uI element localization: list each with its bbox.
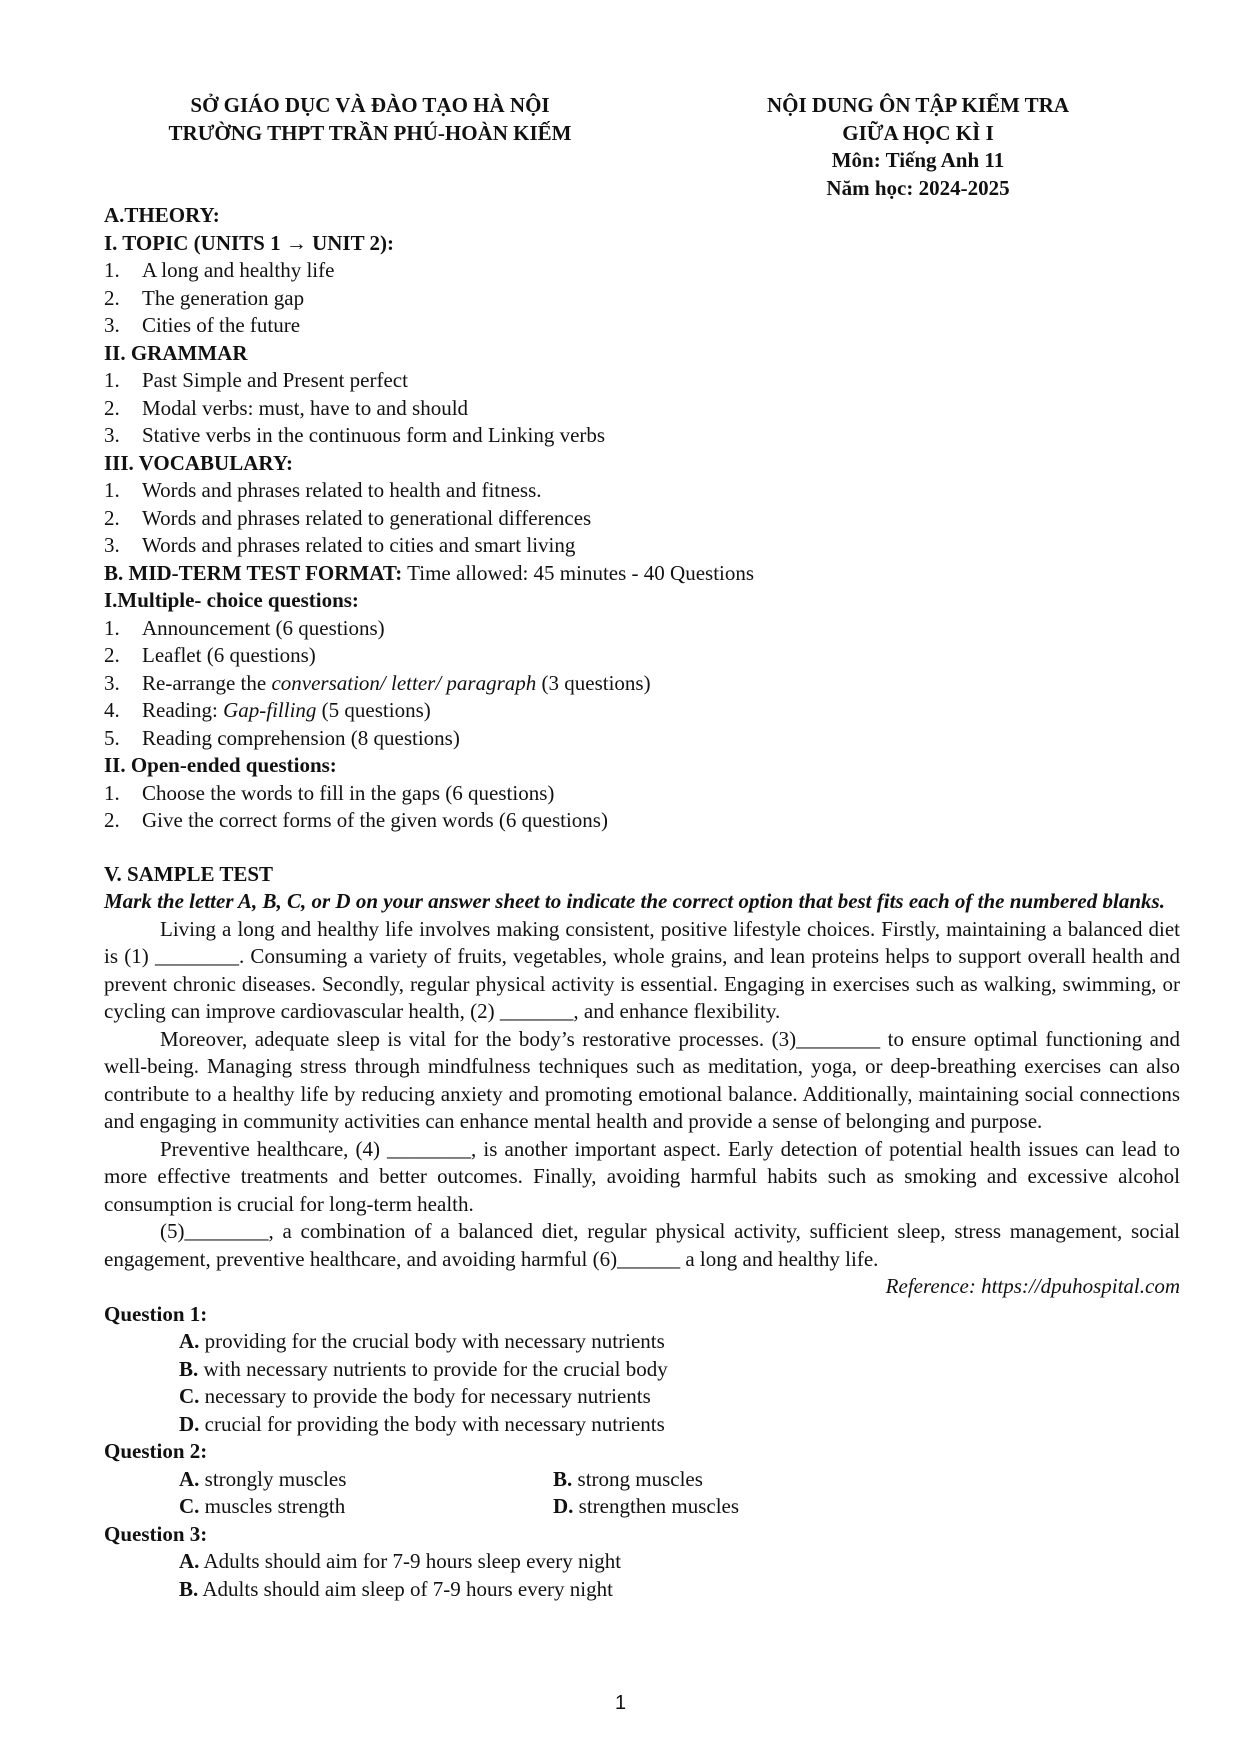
theory-title: A.THEORY: [104, 203, 220, 227]
grammar-list [104, 367, 1180, 450]
topic-heading: I. TOPIC (UNITS 1 → UNIT 2): [104, 230, 394, 255]
question-3-option-a: A. Adults should aim for 7-9 hours sleep every night [179, 1549, 622, 1573]
question-2-options-row [104, 1466, 1180, 1494]
question-2-title: Question 2: [104, 1439, 208, 1463]
open-ended-heading: II. Open-ended questions: [104, 753, 337, 777]
vocabulary-list [104, 477, 1180, 560]
sample-test-heading: V. SAMPLE TEST [104, 861, 274, 886]
list-item: 1. Past Simple and Present perfect [104, 368, 408, 392]
list-item: 2. Leaflet (6 questions) [104, 643, 316, 667]
question-1-title: Question 1: [104, 1301, 208, 1326]
open-ended-list [104, 780, 1180, 835]
passage-paragraph: (5)________, a combination of a balanced diet, regular physical activity, sufficient sleep, stress management, social engagement, preventive healthcare, and avoiding harmful (6)______ a long and healthy life. [104, 1219, 1180, 1271]
school-info [90, 92, 650, 147]
list-item: 3. Re-arrange the conversation/ letter/ paragraph (3 questions) [104, 670, 651, 695]
vocabulary-heading: III. VOCABULARY: [104, 450, 294, 475]
question-1-option-b: B. with necessary nutrients to provide for the crucial body [179, 1356, 668, 1381]
question-2-option-a: A. strongly muscles [179, 1466, 347, 1491]
question-3-option-b: B. Adults should aim sleep of 7-9 hours every night [179, 1576, 613, 1601]
exam-term: GIỮA HỌC KÌ I [842, 120, 994, 145]
question-1-option-a: A. providing for the crucial body with necessary nutrients [179, 1329, 665, 1353]
multiple-choice-heading: I.Multiple- choice questions: [104, 588, 359, 612]
passage-paragraph: Moreover, adequate sleep is vital for the body’s restorative processes. (3)________ to ensure optimal functioning and well-being. Managing stress through mindfulness techniques such as meditation, yoga, or deep-breathing exercises can also contribute to a healthy life by reducing anxiety and promoting emotional balance. Additionally, maintaining social connections and engaging in community activities can enhance mental health and provide a sense of belonging and purpose. [104, 1026, 1180, 1133]
document-body [104, 202, 1180, 1603]
question-3-title: Question 3: [104, 1521, 208, 1546]
exam-year: Năm học: 2024-2025 [826, 175, 1010, 200]
multiple-choice-list [104, 615, 1180, 753]
exam-info [658, 92, 1178, 202]
question-2-option-d: D. strengthen muscles [553, 1494, 740, 1518]
department-name: SỞ GIÁO DỤC VÀ ĐÀO TẠO HÀ NỘI [190, 93, 550, 117]
list-item: 2. Modal verbs: must, have to and should [104, 395, 469, 420]
question-1-option-c: C. necessary to provide the body for necessary nutrients [179, 1384, 651, 1408]
school-name: TRƯỜNG THPT TRẦN PHÚ-HOÀN KIẾM [168, 120, 572, 145]
spacer [104, 835, 1180, 861]
list-item: 3. Stative verbs in the continuous form and Linking verbs [104, 423, 606, 447]
question-2-option-b: B. strong muscles [553, 1466, 703, 1491]
list-item: 5. Reading comprehension (8 questions) [104, 725, 460, 750]
list-item: 1. Announcement (6 questions) [104, 615, 385, 640]
passage-paragraph: Preventive healthcare, (4) ________, is another important aspect. Early detection of potential health issues can lead to more effective treatments and better outcomes. Finally, avoiding harmful habits such as smoking and excessive alcohol consumption is crucial for long-term health. [104, 1136, 1180, 1216]
topic-list [104, 257, 1180, 340]
list-item: 4. Reading: Gap-filling (5 questions) [104, 698, 431, 722]
grammar-heading: II. GRAMMAR [104, 340, 248, 365]
list-item: 1. Words and phrases related to health and fitness. [104, 478, 542, 502]
list-item: 2. Words and phrases related to generational differences [104, 505, 592, 530]
list-item: 3. Words and phrases related to cities and smart living [104, 533, 576, 557]
test-format-line: B. MID-TERM TEST FORMAT: Time allowed: 45 minutes - 40 Questions [104, 560, 755, 585]
exam-subject: Môn: Tiếng Anh 11 [831, 148, 1005, 172]
list-item: 1. Choose the words to fill in the gaps (6 questions) [104, 780, 555, 805]
question-1-option-d: D. crucial for providing the body with necessary nutrients [179, 1411, 665, 1436]
question-2-options-row [104, 1493, 1180, 1521]
exam-title: NỘI DUNG ÔN TẬP KIỂM TRA [766, 93, 1069, 117]
list-item: 2. Give the correct forms of the given words (6 questions) [104, 808, 608, 832]
list-item: 1. A long and healthy life [104, 258, 335, 282]
page-number: 1 [614, 1692, 627, 1714]
list-item: 3. Cities of the future [104, 313, 301, 337]
question-2-option-c: C. muscles strength [179, 1494, 346, 1518]
passage-reference: Reference: https://dpuhospital.com [885, 1274, 1180, 1298]
list-item: 2. The generation gap [104, 285, 305, 310]
passage-paragraph: Living a long and healthy life involves making consistent, positive lifestyle choices. Firstly, maintaining a balanced diet is (1) ________. Consuming a variety of fruits, vegetables, whole grains, and lean proteins helps to support overall health and prevent chronic diseases. Secondly, regular physical activity is essential. Engaging in exercises such as walking, swimming, or cycling can improve cardiovascular health, (2) _______, and enhance flexibility. [104, 916, 1180, 1023]
sample-instruction: Mark the letter A, B, C, or D on your answer sheet to indicate the correct option that best fits each of the numbered blanks. [104, 889, 1165, 913]
